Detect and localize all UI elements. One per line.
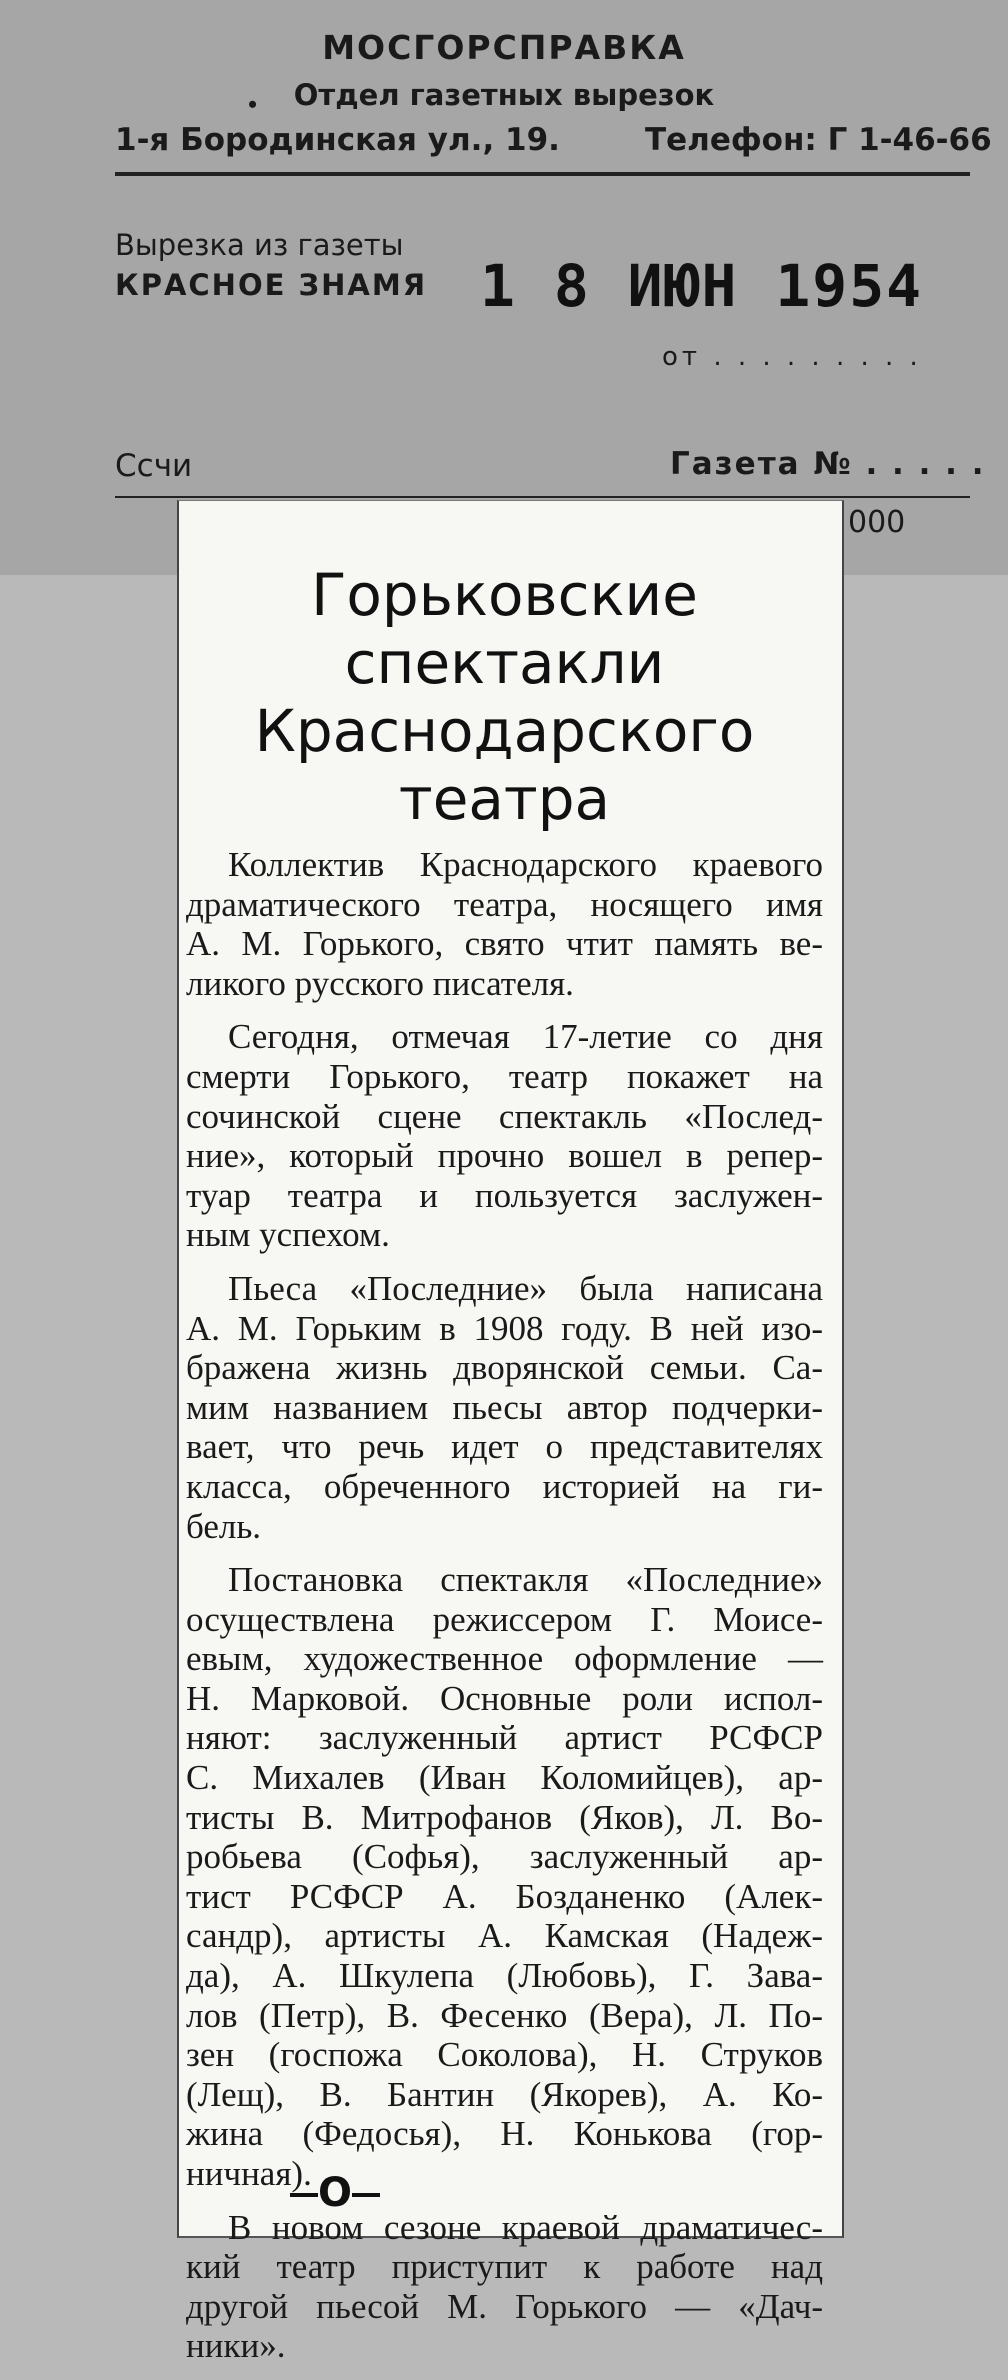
headline-line: театра bbox=[398, 765, 611, 833]
article-line: мим названием пьесы автор подчерки- bbox=[186, 1387, 823, 1427]
article-line: Постановка спектакля «Последние» bbox=[228, 1560, 823, 1600]
article-line: евым, художественное оформление — bbox=[186, 1639, 823, 1679]
article-line: туар театра и пользуется заслужен- bbox=[186, 1175, 823, 1215]
article-line: вает, что речь идет о представителях bbox=[186, 1427, 823, 1467]
article-line: драматического театра, носящего имя bbox=[186, 884, 823, 924]
service-title: МОСГОРСПРАВКА bbox=[322, 28, 686, 67]
article-line: осуществлена режиссером Г. Моисе- bbox=[186, 1599, 823, 1639]
article-line: (Лещ), В. Бантин (Якорев), А. Ко- bbox=[186, 2074, 823, 2114]
article-line: ным успехом. bbox=[186, 1215, 390, 1255]
article-line: зен (госпожа Соколова), Н. Струков bbox=[186, 2035, 823, 2075]
bullet-mark: • bbox=[248, 90, 258, 119]
service-address: 1-я Бородинская ул., 19. bbox=[115, 122, 560, 158]
article-line: няют: заслуженный артист РСФСР bbox=[186, 1718, 823, 1758]
article-line: сочинской сцене спектакль «Послед- bbox=[186, 1096, 823, 1136]
article-line: другой пьесой М. Горького — «Дач- bbox=[186, 2286, 823, 2326]
department-name: Отдел газетных вырезок bbox=[293, 78, 715, 112]
headline-line: спектакли bbox=[344, 629, 665, 697]
newspaper-clipping bbox=[177, 500, 844, 2366]
article-paragraph bbox=[186, 1269, 823, 1546]
article-paragraph bbox=[186, 1017, 823, 1255]
article-headline bbox=[182, 561, 827, 833]
headline-line: Горьковские bbox=[311, 561, 698, 629]
article-line: ние», который прочно вошел в репер- bbox=[186, 1136, 823, 1176]
article-line: Сегодня, отмечая 17-летие со дня bbox=[228, 1017, 823, 1057]
article-line: тисты В. Митрофанов (Яков), Л. Во- bbox=[186, 1797, 823, 1837]
gazeta-number-field: Газета № . . . . . bbox=[670, 446, 986, 482]
article-line: бражена жизнь дворянской семьи. Са- bbox=[186, 1348, 823, 1388]
article-line: В новом сезоне краевой драматичес- bbox=[228, 2207, 823, 2247]
article-line: бель. bbox=[186, 1506, 262, 1546]
article-line: Коллектив Краснодарского краевого bbox=[228, 845, 823, 884]
end-ornament: O bbox=[290, 2170, 380, 2216]
clipping-service-card bbox=[0, 0, 1008, 575]
article-line: А. М. Горького, свято чтит память ве- bbox=[186, 924, 823, 964]
article-line: класса, обреченного историей на ги- bbox=[186, 1466, 823, 1506]
from-field: от . . . . . . . . . bbox=[662, 342, 922, 372]
article-line: А. М. Горьким в 1908 году. В ней изо- bbox=[186, 1308, 823, 1348]
article-line: да), А. Шкулепа (Любовь), Г. Зава- bbox=[186, 1956, 823, 1996]
footer-rule bbox=[115, 496, 970, 498]
clipping-from-label: Вырезка из газеты bbox=[115, 228, 404, 262]
article-paragraph bbox=[186, 1560, 823, 2194]
service-phone: Телефон: Г 1-46-66 bbox=[645, 122, 992, 158]
article-line: Пьеса «Последние» была написана bbox=[228, 1268, 823, 1308]
article-line: лов (Петр), В. Фесенко (Вера), Л. По- bbox=[186, 1995, 823, 2035]
article-line: жина (Федосья), Н. Конькова (гор- bbox=[186, 2114, 823, 2154]
header-rule bbox=[115, 172, 970, 176]
article-line: С. Михалев (Иван Коломийцев), ар- bbox=[186, 1758, 823, 1798]
article-paragraph bbox=[186, 2208, 823, 2366]
article bbox=[182, 543, 827, 2380]
article-line: робьева (Софья), заслуженный ар- bbox=[186, 1837, 823, 1877]
article-line: тист РСФСР А. Бозданенко (Алек- bbox=[186, 1876, 823, 1916]
city-name: Ссчи bbox=[115, 448, 193, 484]
article-line: ники». bbox=[186, 2326, 286, 2366]
article-line: сандр), артисты А. Камская (Надеж- bbox=[186, 1916, 823, 1956]
date-stamp: 1 8 ИЮН 1954 bbox=[480, 252, 924, 320]
article-body bbox=[182, 845, 827, 2366]
article-paragraph bbox=[186, 845, 823, 1003]
article-line: Н. Марковой. Основные роли испол- bbox=[186, 1678, 823, 1718]
article-line: смерти Горького, театр покажет на bbox=[186, 1056, 823, 1096]
article-line: кий театр приступит к работе над bbox=[186, 2247, 823, 2287]
article-line: ликого русского писателя. bbox=[186, 963, 574, 1003]
circulation-number: 000 bbox=[848, 505, 906, 540]
newspaper-name: КРАСНОЕ ЗНАМЯ bbox=[115, 268, 428, 302]
headline-line: Краснодарского bbox=[254, 697, 755, 765]
article-line: ничная). bbox=[186, 2154, 312, 2193]
